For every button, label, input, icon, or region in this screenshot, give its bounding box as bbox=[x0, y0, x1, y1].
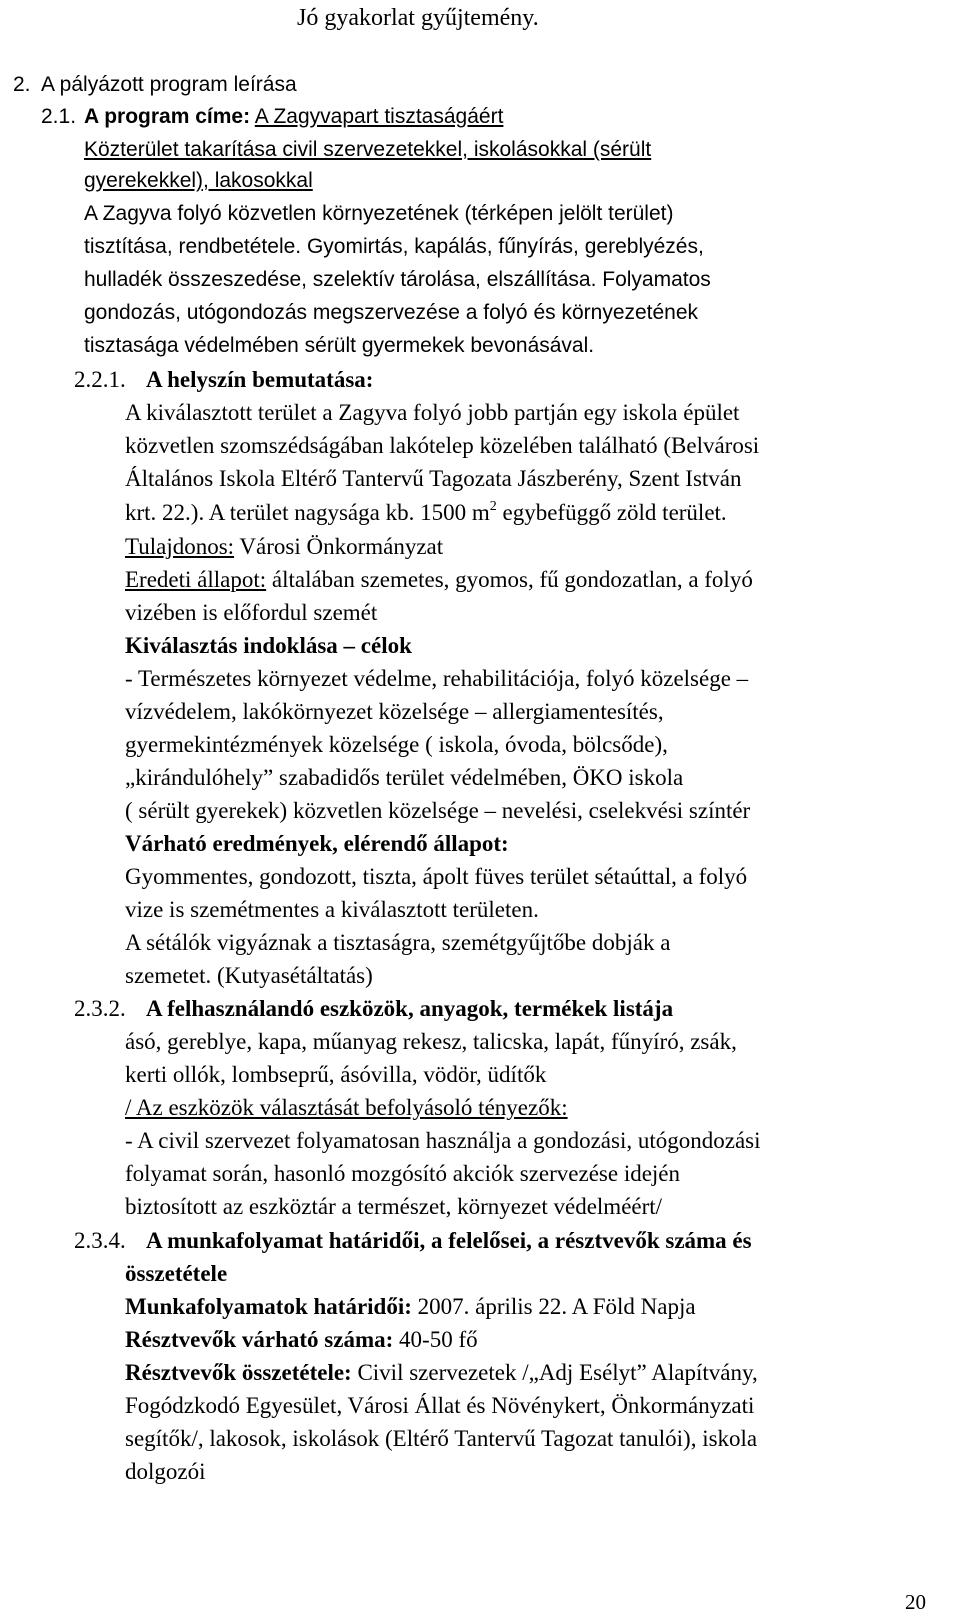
area-size-text: krt. 22.). A terület nagysága kb. 1500 m bbox=[125, 500, 490, 525]
factors-line: folyamat során, hasonló mozgósító akciók szervezése idején bbox=[125, 1161, 681, 1186]
owner-value: Városi Önkormányzat bbox=[234, 534, 444, 559]
factors-heading: / Az eszközök választását befolyásoló tényezők: bbox=[125, 1095, 568, 1120]
reason-line: - Természetes környezet védelme, rehabilitációja, folyó közelsége – bbox=[125, 666, 749, 691]
result-heading: Várható eredmények, elérendő állapot: bbox=[125, 831, 509, 856]
deadline-value: 2007. április 22. A Föld Napja bbox=[411, 1294, 696, 1319]
section-2-number: 2. bbox=[13, 73, 31, 96]
result-line: vize is szemétmentes a kiválasztott területen. bbox=[125, 897, 539, 922]
section-2-2-1-number: 2.2.1. bbox=[74, 367, 126, 392]
area-size-suffix: egybefüggő zöld terület. bbox=[496, 500, 727, 525]
participant-composition-line: dolgozói bbox=[125, 1459, 206, 1484]
original-state-value: általában szemetes, gyomos, fű gondozatlan, a folyó bbox=[266, 567, 753, 592]
reason-heading: Kiválasztás indoklása – célok bbox=[125, 633, 412, 658]
factors-line: biztosított az eszköztár a természet, környezet védelméért/ bbox=[125, 1194, 663, 1219]
original-state-line bbox=[125, 566, 753, 594]
participant-count-label: Résztvevők várható száma: bbox=[125, 1327, 394, 1352]
deadline-label: Munkafolyamatok határidői: bbox=[125, 1294, 412, 1319]
section-2-3-2-number: 2.3.2. bbox=[74, 996, 126, 1021]
page-title: Jó gyakorlat gyűjtemény. bbox=[297, 5, 539, 31]
reason-line: ( sérült gyerekek) közvetlen közelsége – nevelési, cselekvési színtér bbox=[125, 798, 751, 823]
program-description-line: A Zagyva folyó közvetlen környezetének (térképen jelölt terület) bbox=[84, 202, 674, 225]
tools-line: ásó, gereblye, kapa, műanyag rekesz, talicska, lapát, fűnyíró, zsák, bbox=[125, 1029, 737, 1054]
location-description-line: A kiválasztott terület a Zagyva folyó jobb partján egy iskola épület bbox=[125, 400, 740, 425]
reason-line: gyermekintézmények közelsége ( iskola, óvoda, bölcsőde), bbox=[125, 732, 668, 757]
owner-label: Tulajdonos: bbox=[125, 534, 235, 559]
program-title-label: A program címe: bbox=[84, 105, 251, 128]
factors-line: - A civil szervezet folyamatosan használja a gondozási, utógondozási bbox=[125, 1128, 761, 1153]
location-description-line: Általános Iskola Eltérő Tantervű Tagozata Jászberény, Szent István bbox=[125, 466, 742, 491]
result-line: Gyommentes, gondozott, tiszta, ápolt füves terület sétaúttal, a folyó bbox=[125, 864, 748, 889]
area-size-line bbox=[125, 499, 727, 527]
result-line: szemetet. (Kutyasétáltatás) bbox=[125, 963, 373, 988]
program-description-line: tisztítása, rendbetétele. Gyomirtás, kapálás, fűnyírás, gereblyézés, bbox=[84, 235, 704, 258]
tools-heading: A felhasználandó eszközök, anyagok, termékek listája bbox=[146, 996, 674, 1021]
participant-count-line bbox=[125, 1326, 478, 1354]
section-2-1-number: 2.1. bbox=[41, 105, 77, 128]
participant-composition-line bbox=[125, 1359, 758, 1387]
program-description-line: gondozás, utógondozás megszervezése a folyó és környezetének bbox=[84, 301, 699, 324]
location-description-line: közvetlen szomszédságában lakótelep közelében található (Belvárosi bbox=[125, 433, 760, 458]
location-heading: A helyszín bemutatása: bbox=[146, 367, 374, 392]
participant-composition-label: Résztvevők összetétele: bbox=[125, 1360, 352, 1385]
workflow-heading: összetétele bbox=[125, 1261, 228, 1286]
program-subtitle-line: gyerekekkel), lakosokkal bbox=[84, 169, 313, 192]
result-line: A sétálók vigyáznak a tisztaságra, szemétgyűjtőbe dobják a bbox=[125, 930, 671, 955]
area-unit-exponent: 2 bbox=[489, 499, 497, 514]
program-title-value: A Zagyvapart tisztaságáért bbox=[254, 105, 504, 128]
participant-composition-line: Fogódzkodó Egyesület, Városi Állat és Növénykert, Önkormányzati bbox=[125, 1393, 755, 1418]
program-description-line: tisztasága védelmében sérült gyermekek bevonásával. bbox=[84, 334, 595, 357]
original-state-label: Eredeti állapot: bbox=[125, 567, 267, 592]
workflow-heading: A munkafolyamat határidői, a felelősei, a résztvevők száma és bbox=[146, 1228, 752, 1253]
participant-composition-value: Civil szervezetek /„Adj Esélyt” Alapítvány, bbox=[351, 1360, 758, 1385]
program-title-line bbox=[84, 103, 503, 131]
deadline-line bbox=[125, 1293, 696, 1321]
original-state-line: vizében is előfordul szemét bbox=[125, 600, 378, 625]
section-2-3-4-number: 2.3.4. bbox=[74, 1228, 126, 1253]
section-2-heading: A pályázott program leírása bbox=[41, 73, 297, 96]
tools-line: kerti ollók, lombseprű, ásóvilla, vödör, üdítők bbox=[125, 1062, 547, 1087]
page-number: 20 bbox=[905, 1590, 926, 1614]
participant-composition-line: segítők/, lakosok, iskolások (Eltérő Tantervű Tagozat tanulói), iskola bbox=[125, 1426, 758, 1451]
reason-line: vízvédelem, lakókörnyezet közelsége – allergiamentesítés, bbox=[125, 699, 664, 724]
program-description-line: hulladék összeszedése, szelektív tárolása, elszállítása. Folyamatos bbox=[84, 268, 711, 291]
program-subtitle-line: Közterület takarítása civil szervezetekkel, iskolásokkal (sérült bbox=[84, 138, 652, 161]
owner-line bbox=[125, 533, 443, 561]
participant-count-value: 40-50 fő bbox=[393, 1327, 478, 1352]
reason-line: „kirándulóhely” szabadidős terület védelmében, ÖKO iskola bbox=[125, 765, 684, 790]
